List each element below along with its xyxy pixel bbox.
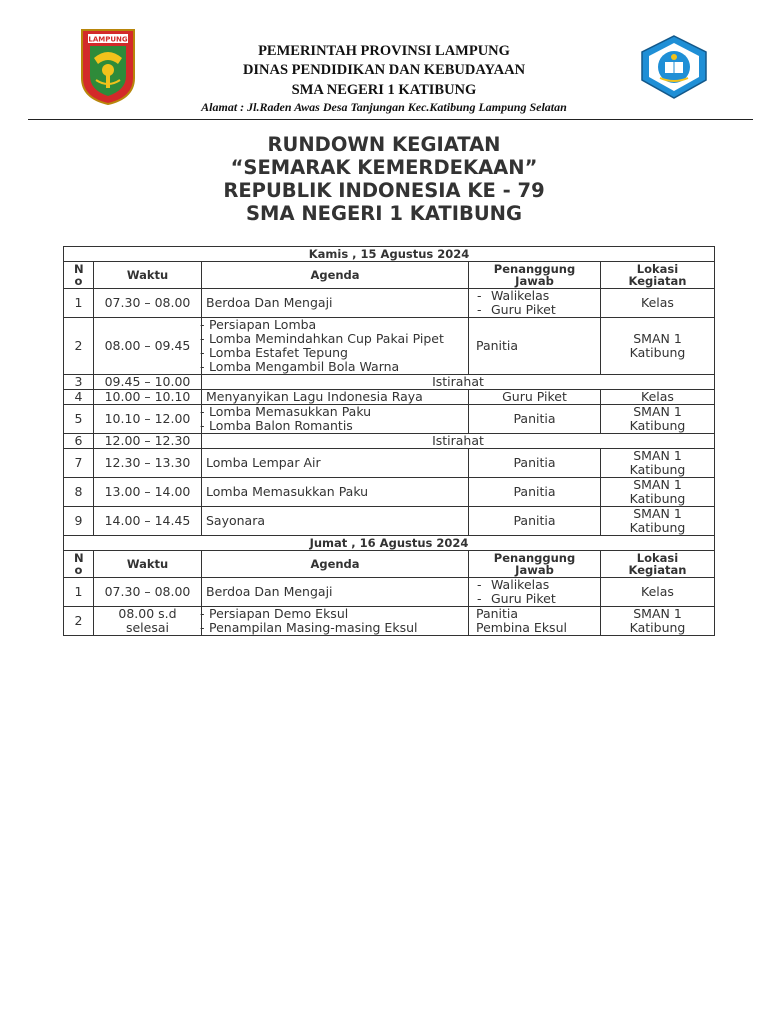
pj-item: Panitia <box>476 606 519 621</box>
table-row <box>64 318 715 375</box>
pj-item: Guru Piket <box>491 591 556 606</box>
row-pj: Panitia <box>469 449 601 478</box>
row-pj <box>469 607 601 636</box>
row-break: Istirahat <box>202 434 715 449</box>
pj-item: Pembina Eksul <box>476 620 567 635</box>
row-lokasi: Kelas <box>601 289 715 318</box>
agenda-item: - Lomba Mengambil Bola Warna <box>206 360 464 374</box>
row-lokasi: SMAN 1 Katibung <box>601 449 715 478</box>
table-row <box>64 607 715 636</box>
row-lokasi: SMAN 1 Katibung <box>601 405 715 434</box>
row-pj: Panitia <box>469 405 601 434</box>
table-row <box>64 507 715 536</box>
table-row <box>64 578 715 607</box>
table-row <box>64 478 715 507</box>
table-row <box>64 405 715 434</box>
agenda-item: - Lomba Memindahkan Cup Pakai Pipet <box>206 332 464 346</box>
school-logo <box>638 34 710 100</box>
letterhead <box>0 0 768 122</box>
row-no: 8 <box>64 478 94 507</box>
table-row <box>64 434 715 449</box>
row-agenda: Lomba Lempar Air <box>202 449 469 478</box>
col-waktu: Waktu <box>94 262 202 289</box>
column-header-row <box>64 262 715 289</box>
day-header-row <box>64 536 715 551</box>
row-waktu: 08.00 – 09.45 <box>94 318 202 375</box>
row-no: 9 <box>64 507 94 536</box>
letterhead-text <box>150 42 618 114</box>
row-no: 1 <box>64 289 94 318</box>
row-no: 6 <box>64 434 94 449</box>
row-lokasi: SMAN 1 Katibung <box>601 318 715 375</box>
row-no: 2 <box>64 607 94 636</box>
row-waktu: 07.30 – 08.00 <box>94 289 202 318</box>
row-lokasi: Kelas <box>601 578 715 607</box>
document-title <box>150 133 618 225</box>
column-header-row <box>64 551 715 578</box>
row-agenda: Berdoa Dan Mengaji <box>202 578 469 607</box>
title-line-4: SMA NEGERI 1 KATIBUNG <box>246 202 522 225</box>
agenda-item: - Lomba Estafet Tepung <box>206 346 464 360</box>
header-divider <box>28 119 753 120</box>
row-agenda: Lomba Memasukkan Paku <box>202 478 469 507</box>
title-line-3: REPUBLIK INDONESIA KE - 79 <box>223 179 545 202</box>
row-break: Istirahat <box>202 375 715 390</box>
title-line-2: “SEMARAK KEMERDEKAAN” <box>230 156 538 179</box>
agenda-item: - Lomba Balon Romantis <box>206 419 464 433</box>
row-waktu: 14.00 – 14.45 <box>94 507 202 536</box>
row-pj: - Walikelas - Guru Piket <box>469 289 601 318</box>
col-lokasi: Lokasi Kegiatan <box>601 262 715 289</box>
row-no: 4 <box>64 390 94 405</box>
row-agenda: Sayonara <box>202 507 469 536</box>
col-agenda: Agenda <box>202 551 469 578</box>
row-pj: Panitia <box>469 507 601 536</box>
row-agenda: Berdoa Dan Mengaji <box>202 289 469 318</box>
row-waktu: 13.00 – 14.00 <box>94 478 202 507</box>
school-name: SMA NEGERI 1 KATIBUNG <box>291 82 477 98</box>
title-line-1: RUNDOWN KEGIATAN <box>267 133 501 156</box>
row-waktu: 12.00 – 12.30 <box>94 434 202 449</box>
lampung-province-emblem <box>80 28 136 106</box>
row-lokasi: SMAN 1 Katibung <box>601 607 715 636</box>
table-row <box>64 289 715 318</box>
day-label: Jumat , 16 Agustus 2024 <box>64 536 715 551</box>
col-penanggung-jawab: Penanggung Jawab <box>469 262 601 289</box>
agenda-item: - Lomba Memasukkan Paku <box>206 405 464 419</box>
agenda-item: - Penampilan Masing-masing Eksul <box>206 621 464 635</box>
row-pj: - Walikelas - Guru Piket <box>469 578 601 607</box>
table-row <box>64 449 715 478</box>
row-lokasi: SMAN 1 Katibung <box>601 478 715 507</box>
row-agenda <box>202 318 469 375</box>
government-name: PEMERINTAH PROVINSI LAMPUNG <box>258 43 510 59</box>
pj-item: Walikelas <box>491 577 550 592</box>
row-no: 7 <box>64 449 94 478</box>
col-penanggung-jawab: Penanggung Jawab <box>469 551 601 578</box>
pj-item: Walikelas <box>491 288 550 303</box>
rundown-table <box>63 246 715 636</box>
row-waktu: 07.30 – 08.00 <box>94 578 202 607</box>
col-waktu: Waktu <box>94 551 202 578</box>
department-name: DINAS PENDIDIKAN DAN KEBUDAYAAN <box>242 62 526 78</box>
row-pj: Guru Piket <box>469 390 601 405</box>
day-label: Kamis , 15 Agustus 2024 <box>64 247 715 262</box>
col-no: N o <box>64 262 94 289</box>
row-no: 1 <box>64 578 94 607</box>
row-agenda <box>202 405 469 434</box>
row-agenda <box>202 607 469 636</box>
school-address: Alamat : Jl.Raden Awas Desa Tanjungan Kec.Katibung Lampung Selatan <box>201 100 567 114</box>
row-waktu: 10.10 – 12.00 <box>94 405 202 434</box>
table-row <box>64 390 715 405</box>
row-no: 3 <box>64 375 94 390</box>
row-lokasi: SMAN 1 Katibung <box>601 507 715 536</box>
row-waktu: 12.30 – 13.30 <box>94 449 202 478</box>
day-header-row <box>64 247 715 262</box>
col-lokasi: Lokasi Kegiatan <box>601 551 715 578</box>
table-row <box>64 375 715 390</box>
agenda-item: - Persiapan Lomba <box>206 318 464 332</box>
svg-text:LAMPUNG: LAMPUNG <box>88 35 128 44</box>
pj-item: Guru Piket <box>491 302 556 317</box>
row-pj: Panitia <box>469 318 601 375</box>
row-waktu: 10.00 – 10.10 <box>94 390 202 405</box>
row-agenda: Menyanyikan Lagu Indonesia Raya <box>202 390 469 405</box>
row-waktu: 09.45 – 10.00 <box>94 375 202 390</box>
row-no: 2 <box>64 318 94 375</box>
col-no: N o <box>64 551 94 578</box>
row-no: 5 <box>64 405 94 434</box>
row-lokasi: Kelas <box>601 390 715 405</box>
col-agenda: Agenda <box>202 262 469 289</box>
agenda-item: - Persiapan Demo Eksul <box>206 607 464 621</box>
row-pj: Panitia <box>469 478 601 507</box>
row-waktu: 08.00 s.d selesai <box>94 607 202 636</box>
